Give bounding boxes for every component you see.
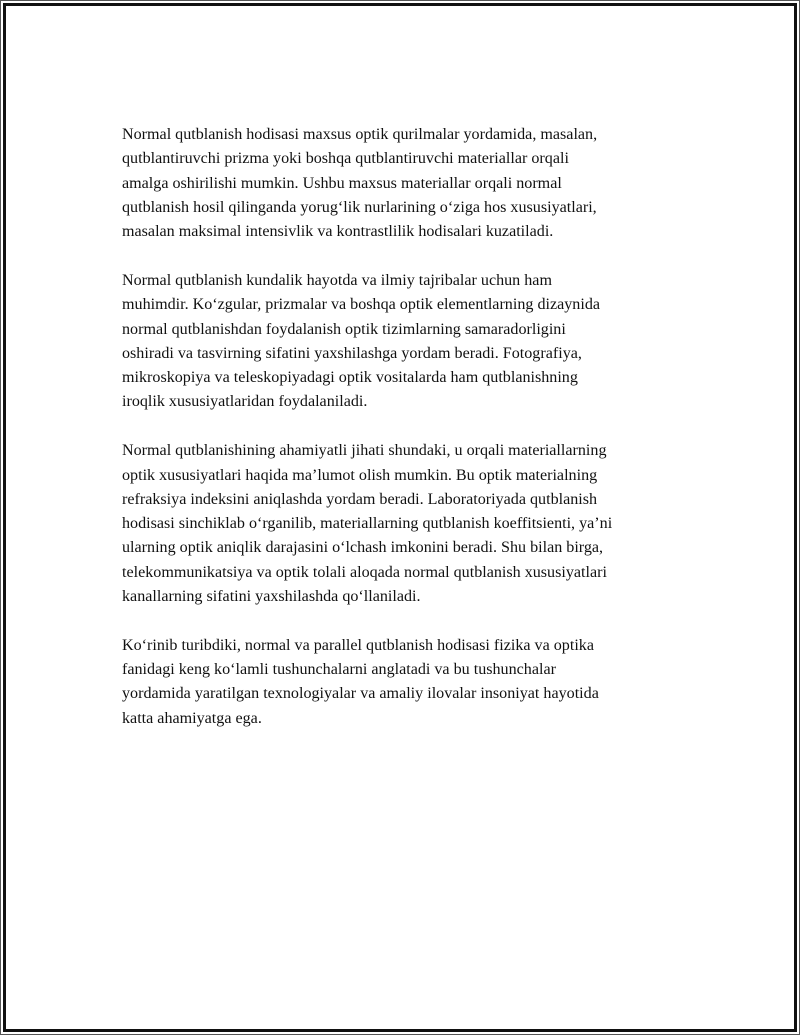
text-line: Normal qutblanish kundalik hayotda va ilmiy tajribalar uchun ham [122, 271, 552, 289]
document-body [122, 123, 700, 756]
text-line: hodisasi sinchiklab o‘rganilib, materiallarning qutblanish koeffitsienti, ya’ni [122, 515, 613, 533]
paragraph-3 [122, 439, 700, 609]
text-line: kanallarning sifatini yaxshilashda qo‘llaniladi. [122, 588, 421, 606]
text-line: refraksiya indeksini aniqlashda yordam beradi. Laboratoriyada qutblanish [122, 490, 598, 508]
text-line: masalan maksimal intensivlik va kontrastlilik hodisalari kuzatiladi. [122, 223, 554, 241]
paragraph-2 [122, 269, 700, 415]
text-line: telekommunikatsiya va optik tolali aloqada normal qutblanish xususiyatlari [122, 563, 607, 581]
text-line: iroqlik xususiyatlaridan foydalaniladi. [122, 393, 368, 411]
text-line: katta ahamiyatga ega. [122, 709, 262, 727]
page-frame [3, 3, 797, 1032]
text-line: ularning optik aniqlik darajasini o‘lchash imkonini beradi. Shu bilan birga, [122, 539, 604, 557]
text-line: optik xususiyatlari haqida ma’lumot olish mumkin. Bu optik materialning [122, 466, 598, 484]
text-line: Normal qutblanish hodisasi maxsus optik qurilmalar yordamida, masalan, [122, 126, 598, 143]
text-line: normal qutblanishdan foydalanish optik tizimlarning samaradorligini [122, 320, 566, 338]
text-line: amalga oshirilishi mumkin. Ushbu maxsus materiallar orqali normal [122, 174, 562, 192]
text-line: qutblanish hosil qilinganda yorug‘lik nurlarining o‘ziga hos xususiyatlari, [122, 198, 597, 216]
text-line: qutblantiruvchi prizma yoki boshqa qutblantiruvchi materiallar orqali [122, 150, 569, 168]
text-line: fanidagi keng ko‘lamli tushunchalarni anglatadi va bu tushunchalar [122, 661, 556, 679]
text-line: muhimdir. Ko‘zgular, prizmalar va boshqa optik elementlarning dizaynida [122, 296, 601, 314]
text-line: mikroskopiya va teleskopiyadagi optik vositalarda ham qutblanishning [122, 369, 578, 387]
paragraph-4 [122, 634, 700, 731]
text-line: oshiradi va tasvirning sifatini yaxshilashga yordam beradi. Fotografiya, [122, 344, 582, 362]
paragraph-1 [122, 123, 700, 244]
text-line: yordamida yaratilgan texnologiyalar va amaliy ilovalar insoniyat hayotida [122, 685, 599, 703]
text-line: Normal qutblanishining ahamiyatli jihati shundaki, u orqali materiallarning [122, 442, 607, 460]
text-line: Ko‘rinib turibdiki, normal va parallel qutblanish hodisasi fizika va optika [122, 636, 594, 654]
